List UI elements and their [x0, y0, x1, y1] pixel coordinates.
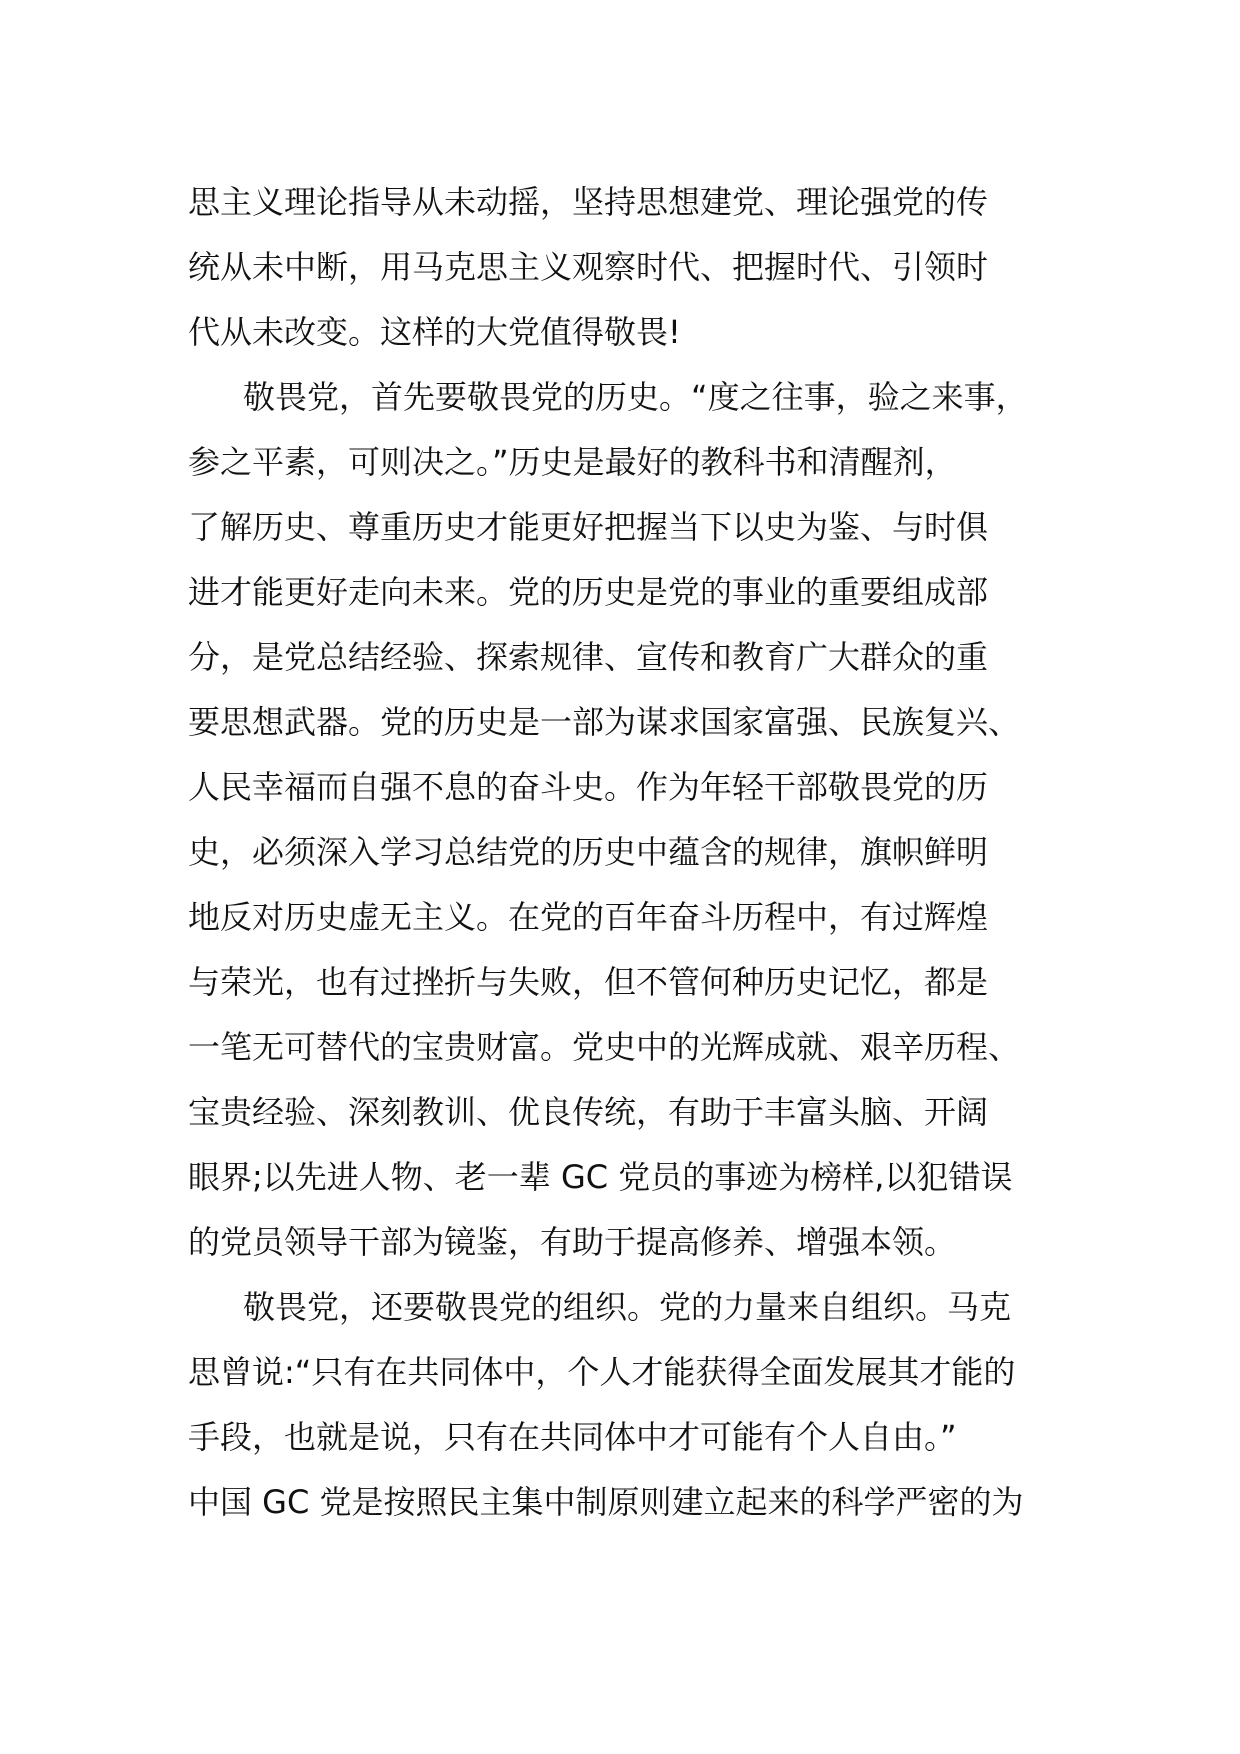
text-line: 一笔无可替代的宝贵财富。党史中的光辉成就、艰辛历程、 — [188, 1028, 1021, 1066]
text-line: 要思想武器。党的历史是一部为谋求国家富强、民族复兴、 — [188, 703, 1021, 741]
text-line: 进才能更好走向未来。党的历史是党的事业的重要组成部 — [188, 573, 989, 611]
text-line: 宝贵经验、深刻教训、优良传统，有助于丰富头脑、开阔 — [188, 1093, 989, 1131]
text-line: 人民幸福而自强不息的奋斗史。作为年轻干部敬畏党的历 — [188, 768, 989, 806]
text-line: 了解历史、尊重历史才能更好把握当下以史为鉴、与时俱 — [188, 508, 989, 546]
paragraph-start-line: 敬畏党，首先要敬畏党的历史。“度之往事，验之来事， — [243, 378, 1028, 416]
text-line: 思曾说:“只有在共同体中，个人才能获得全面发展其才能的 — [188, 1353, 1016, 1391]
text-line: 统从未中断，用马克思主义观察时代、把握时代、引领时 — [188, 248, 989, 286]
paragraph-start-line: 敬畏党，还要敬畏党的组织。党的力量来自组织。马克 — [243, 1288, 1012, 1326]
text-line: 眼界;以先进人物、老一辈 GC 党员的事迹为榜样,以犯错误 — [188, 1158, 1013, 1196]
text-line: 分，是党总结经验、探索规律、宣传和教育广大群众的重 — [188, 638, 989, 676]
text-line: 参之平素，可则决之。”历史是最好的教科书和清醒剂， — [188, 443, 957, 481]
text-line: 的党员领导干部为镜鉴，有助于提高修养、增强本领。 — [188, 1223, 957, 1261]
text-line: 手段，也就是说，只有在共同体中才可能有个人自由。” — [188, 1418, 957, 1456]
text-line: 中国 GC 党是按照民主集中制原则建立起来的科学严密的为 — [188, 1483, 1024, 1521]
text-line: 与荣光，也有过挫折与失败，但不管何种历史记忆，都是 — [188, 963, 989, 1001]
text-line: 思主义理论指导从未动摇，坚持思想建党、理论强党的传 — [188, 183, 989, 221]
text-line: 地反对历史虚无主义。在党的百年奋斗历程中，有过辉煌 — [188, 898, 989, 936]
body-text — [188, 170, 1068, 1535]
text-line: 代从未改变。这样的大党值得敬畏! — [188, 313, 681, 351]
text-line: 史，必须深入学习总结党的历史中蕴含的规律，旗帜鲜明 — [188, 833, 989, 871]
